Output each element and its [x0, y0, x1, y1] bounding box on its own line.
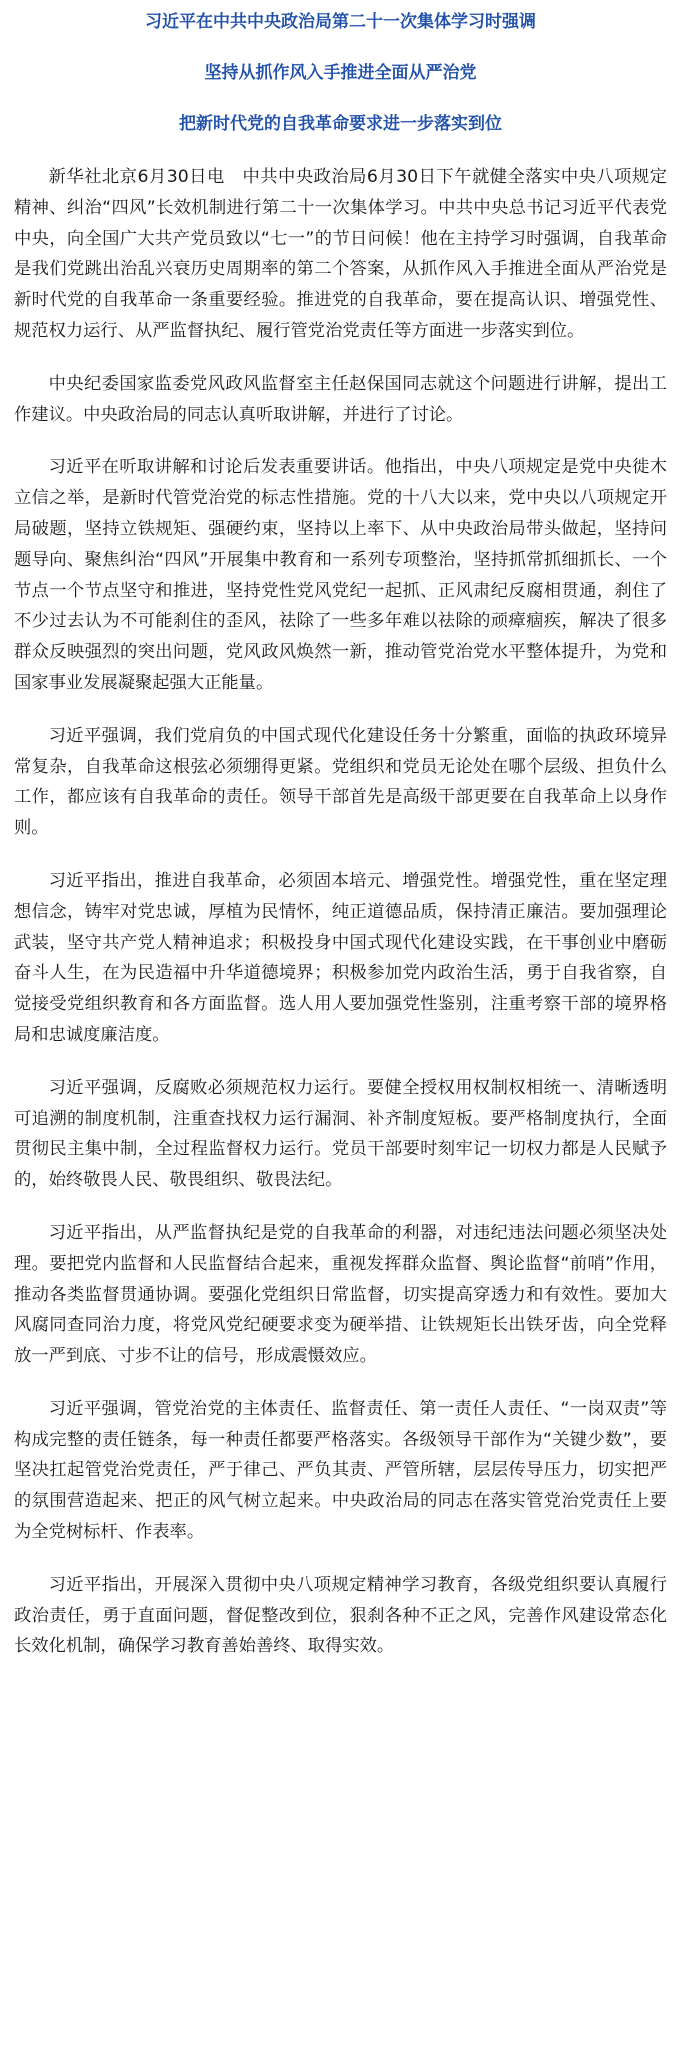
headline-sub-1: 坚持从抓作风入手推进全面从严治党 [204, 63, 477, 83]
paragraph-2: 中央纪委国家监委党风政风监督室主任赵保国同志就这个问题进行讲解，提出工作建议。中央政治局的同志认真听取讲解，并进行了讨论。 [14, 373, 667, 425]
paragraph-7: 习近平指出，从严监督执纪是党的自我革命的利器，对违纪违法问题必须坚决处理。要把党内监督和人民监督结合起来，重视发挥群众监督、舆论监督“前哨”作用，推动各类监督贯通协调。要强化党组织日常监督，切实提高穿透力和有效性。要加大风腐同查同治力度，将党风党纪硬要求变为硬举措、让铁规矩长出铁牙齿，向全党释放一严到底、寸步不让的信号，形成震慑效应。 [14, 1222, 667, 1367]
paragraph-5: 习近平指出，推进自我革命，必须固本培元、增强党性。增强党性，重在坚定理想信念，铸牢对党忠诚，厚植为民情怀，纯正道德品质，保持清正廉洁。要加强理论武装，坚守共产党人精神追求；积极投身中国式现代化建设实践，在干事创业中磨砺奋斗人生，在为民造福中升华道德境界；积极参加党内政治生活，勇于自我省察，自觉接受党组织教育和各方面监督。选人用人要加强党性鉴别，注重考察干部的境界格局和忠诚度廉洁度。 [14, 870, 667, 1045]
paragraph-3: 习近平在听取讲解和讨论后发表重要讲话。他指出，中央八项规定是党中央徙木立信之举，是新时代管党治党的标志性措施。党的十八大以来，党中央以八项规定开局破题，坚持立铁规矩、强硬约束，坚持以上率下、从中央政治局带头做起，坚持问题导向、聚焦纠治“四风”开展集中教育和一系列专项整治，坚持抓常抓细抓长、一个节点一个节点坚守和推进，坚持党性党风党纪一起抓、正风肃纪反腐相贯通，刹住了不少过去认为不可能刹住的歪风，祛除了一些多年难以祛除的顽瘴痼疾，解决了很多群众反映强烈的突出问题，党风政风焕然一新，推动管党治党水平整体提升，为党和国家事业发展凝聚起强大正能量。 [14, 457, 667, 693]
paragraph-1: 新华社北京6月30日电 中共中央政治局6月30日下午就健全落实中央八项规定精神、纠治“四风”长效机制进行第二十一次集体学习。中共中央总书记习近平代表党中央，向全国广大共产党员致以“七一”的节日问候！他在主持学习时强调，自我革命是我们党跳出治乱兴衰历史周期率的第二个答案，从抓作风入手推进全面从严治党是新时代党的自我革命一条重要经验。推进党的自我革命，要在提高认识、增强党性、规范权力运行、从严监督执纪、履行管党治党责任等方面进一步落实到位。 [14, 167, 667, 341]
headline-main: 习近平在中共中央政治局第二十一次集体学习时强调 [145, 12, 536, 32]
headline-sub-2: 把新时代党的自我革命要求进一步落实到位 [179, 114, 502, 134]
paragraph-4: 习近平强调，我们党肩负的中国式现代化建设任务十分繁重，面临的执政环境异常复杂，自我革命这根弦必须绷得更紧。党组织和党员无论处在哪个层级、担负什么工作，都应该有自我革命的责任。领导干部首先是高级干部更要在自我革命上以身作则。 [14, 725, 667, 839]
paragraph-6: 习近平强调，反腐败必须规范权力运行。要健全授权用权制权相统一、清晰透明可追溯的制度机制，注重查找权力运行漏洞、补齐制度短板。要严格制度执行，全面贯彻民主集中制，全过程监督权力运行。党员干部要时刻牢记一切权力都是人民赋予的，始终敬畏人民、敬畏组织、敬畏法纪。 [14, 1077, 667, 1191]
paragraph-8: 习近平强调，管党治党的主体责任、监督责任、第一责任人责任、“一岗双责”等构成完整的责任链条，每一种责任都要严格落实。各级领导干部作为“关键少数”，要坚决扛起管党治党责任，严于律己、严负其责、严管所辖，层层传导压力，切实把严的氛围营造起来、把正的风气树立起来。中央政治局的同志在落实管党治党责任上要为全党树标杆、作表率。 [14, 1398, 667, 1543]
paragraph-9: 习近平指出，开展深入贯彻中央八项规定精神学习教育，各级党组织要认真履行政治责任，勇于直面问题，督促整改到位，狠刹各种不正之风，完善作风建设常态化长效化机制，确保学习教育善始善终、取得实效。 [14, 1574, 667, 1657]
article-body [14, 162, 667, 1662]
